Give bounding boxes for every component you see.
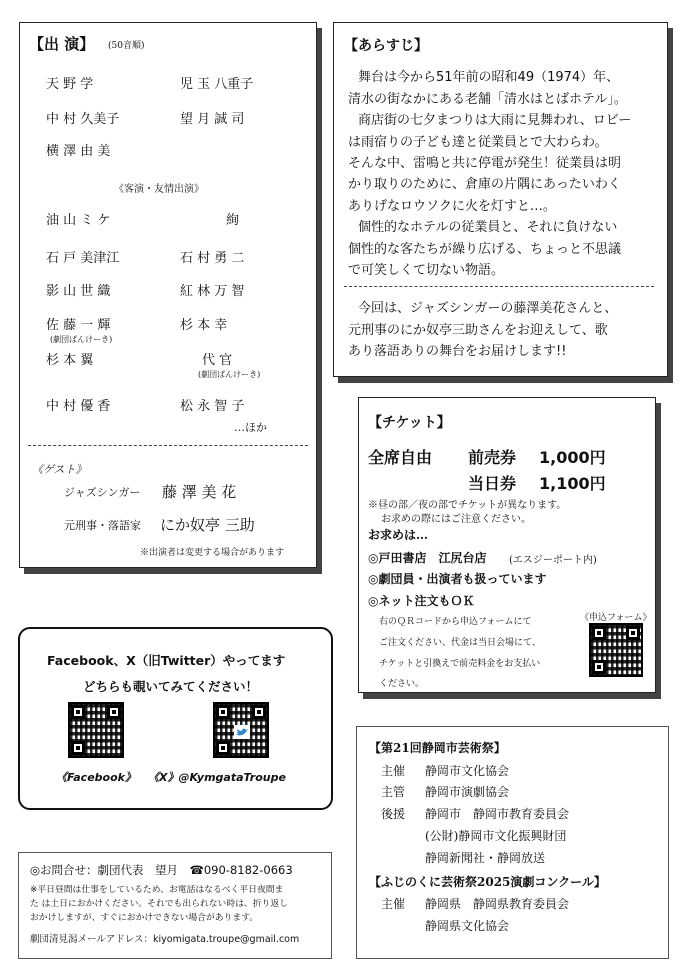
festival-row-label: 主催 bbox=[381, 764, 406, 778]
ticket-outlet: ◎戸田書店 江尻台店 bbox=[368, 551, 487, 565]
ticket-panel bbox=[358, 397, 656, 693]
festival-row-value: (公財)静岡市文化振興財団 bbox=[425, 829, 567, 843]
qr-code-facebook[interactable] bbox=[68, 702, 124, 758]
guest-role: 元刑事・落語家 bbox=[64, 519, 141, 532]
guest-cast-member: 紅 林 万 智 bbox=[180, 284, 245, 299]
festival-row-value: 静岡市演劇協会 bbox=[425, 785, 510, 799]
festival-row-value: 静岡新聞社・静岡放送 bbox=[425, 851, 546, 865]
contact-note: ※平日昼間は仕事をしているため、お電話はなるべく平日夜間ま bbox=[30, 885, 284, 895]
guest-cast-member: 石 戸 美津江 bbox=[46, 251, 120, 266]
festival-title: 【第21回静岡市芸術祭】 bbox=[369, 741, 506, 755]
guest-cast-member: 影 山 世 織 bbox=[46, 284, 111, 299]
x-label: 《X》@KymgataTroupe bbox=[148, 771, 286, 784]
facebook-label: 《Facebook》 bbox=[56, 771, 136, 784]
qr-form-label: 《申込フォーム》 bbox=[580, 613, 652, 623]
guest-cast-member: 油 山 ミ ケ bbox=[46, 213, 111, 228]
festival-row-label: 主管 bbox=[381, 785, 406, 799]
synopsis-line: 舞台は今から51年前の昭和49（1974）年、 bbox=[358, 70, 620, 85]
contact-line: ◎お問合せ：劇団代表 望月 ☎090-8182-0663 bbox=[30, 863, 293, 877]
synopsis-line: 清水の街なかにある老舗「清水はとばホテル」。 bbox=[348, 92, 627, 107]
synopsis-line: かり取りのために、倉庫の片隅にあったいわく bbox=[348, 177, 621, 192]
festival-panel bbox=[356, 726, 669, 959]
contact-panel bbox=[18, 852, 332, 959]
synopsis-line: 個性的なホテルの従業員と、それに負けない bbox=[358, 220, 618, 235]
guest-cast-member: 杉 本 幸 bbox=[180, 318, 228, 333]
guest-cast-member: 石 村 勇 二 bbox=[180, 251, 245, 266]
guest-role: ジャズシンガー bbox=[64, 486, 141, 499]
ticket-door-price: 1,100円 bbox=[539, 474, 606, 493]
cast-others: …ほか bbox=[234, 421, 267, 434]
divider bbox=[28, 445, 308, 446]
cast-member: 望 月 誠 司 bbox=[180, 112, 245, 127]
synopsis-after-line: 元刑事のにか奴亭三助さんをお迎えして、歌 bbox=[348, 323, 608, 338]
sns-line2: どちらも覗いてみてください！ bbox=[83, 679, 259, 694]
ticket-note: ※昼の部／夜の部でチケットが異なります。 bbox=[368, 500, 567, 511]
synopsis-line: で可笑しくて切ない物語。 bbox=[348, 263, 505, 278]
synopsis-line: 商店街の七夕まつりは大雨に見舞われ、ロビー bbox=[358, 113, 632, 128]
festival-row-value: 静岡県 静岡県教育委員会 bbox=[425, 897, 570, 911]
guest-name: 藤 澤 美 花 bbox=[162, 483, 237, 501]
synopsis-line: そんな中、雷鳴と共に停電が発生！従業員は明 bbox=[348, 156, 622, 171]
guest-cast-member: 絢 bbox=[226, 213, 240, 228]
cast-member: 中 村 久美子 bbox=[46, 112, 120, 127]
synopsis-panel bbox=[333, 22, 668, 377]
ticket-seat: 全席自由 bbox=[368, 448, 433, 467]
guest-name: にか奴亭 三助 bbox=[160, 516, 255, 534]
guest-cast-member: 代 官 bbox=[202, 353, 233, 368]
ticket-net-line: ご注文ください、代金は当日会場にて、 bbox=[379, 638, 541, 648]
synopsis-line: は雨宿りの子ども達と従業員とで大わらわ。 bbox=[348, 135, 608, 150]
contact-note: おかけしますが、すぐにおかけできない場合があります。 bbox=[30, 913, 259, 923]
festival-row-value: 静岡県文化協会 bbox=[425, 919, 510, 933]
divider bbox=[344, 286, 654, 287]
synopsis-after-line: 今回は、ジャズシンガーの藤澤美花さんと、 bbox=[358, 301, 618, 316]
contact-mail[interactable]: 劇団清見潟メールアドレス：kiyomigata.troupe@gmail.com bbox=[30, 934, 300, 945]
synopsis-line: 個性的な客たちが繰り広げる、ちょっと不思議 bbox=[348, 242, 622, 257]
cast-order-note: (50音順) bbox=[108, 41, 145, 51]
cast-affiliation: (劇団ぱんけーき) bbox=[50, 335, 113, 344]
ticket-advance-price: 1,000円 bbox=[539, 448, 606, 467]
festival-row-label: 後援 bbox=[381, 807, 406, 821]
guest-cast-member: 中 村 優 香 bbox=[46, 399, 111, 414]
cast-member: 横 澤 由 美 bbox=[46, 144, 111, 159]
qr-code-form[interactable] bbox=[589, 623, 643, 677]
festival-row-value: 静岡市文化協会 bbox=[425, 764, 510, 778]
guest-cast-member: 佐 藤 一 輝 bbox=[46, 318, 111, 333]
cast-panel bbox=[19, 22, 317, 568]
guest-label: 《ゲスト》 bbox=[32, 463, 87, 476]
cast-affiliation: (劇団ぱんけーき) bbox=[198, 370, 261, 379]
festival-row-value: 静岡市 静岡市教育委員会 bbox=[425, 807, 570, 821]
synopsis-line: ありげなロウソクに火を灯すと…。 bbox=[348, 199, 556, 214]
sns-panel bbox=[18, 627, 333, 810]
synopsis-after-line: あり落語ありの舞台をお届けします!! bbox=[348, 344, 567, 359]
ticket-where: お求めは… bbox=[368, 528, 429, 542]
festival-row-label: 主催 bbox=[381, 897, 406, 911]
cast-member: 児 玉 八重子 bbox=[180, 77, 254, 92]
guest-cast-heading: 《客演・友情出演》 bbox=[114, 184, 204, 195]
qr-code-x[interactable] bbox=[213, 702, 269, 758]
cast-member: 天 野 学 bbox=[46, 77, 94, 92]
guest-cast-member: 杉 本 翼 bbox=[46, 353, 94, 368]
ticket-note: お求めの際にはご注意ください。 bbox=[381, 514, 531, 525]
twitter-bird-icon bbox=[234, 725, 250, 739]
cast-heading: 【出 演】 bbox=[29, 35, 95, 53]
ticket-net-line: 右のＱＲコードから申込フォームにて bbox=[379, 617, 532, 627]
guest-cast-member: 松 永 智 子 bbox=[180, 399, 245, 414]
ticket-heading: 【チケット】 bbox=[368, 415, 451, 431]
ticket-net-line: ください。 bbox=[379, 679, 425, 689]
ticket-outlet-sub: (エスジーポート内) bbox=[509, 555, 597, 566]
ticket-outlet: ◎ネット注文もＯＫ bbox=[368, 594, 475, 608]
festival-title: 【ふじのくに芸術祭2025演劇コンクール】 bbox=[369, 875, 606, 889]
ticket-net-line: チケットと引換えで前売料金をお支払い bbox=[379, 659, 541, 669]
cast-change-note: ※出演者は変更する場合があります bbox=[140, 548, 285, 558]
sns-line1: Facebook、X（旧Twitter）やってます bbox=[47, 653, 286, 668]
contact-note: た は土日におかけください。それでも出られない時は、折り返し bbox=[30, 899, 288, 909]
synopsis-heading: 【あらすじ】 bbox=[344, 38, 428, 54]
ticket-advance-label: 前売券 bbox=[468, 448, 517, 467]
ticket-outlet: ◎劇団員・出演者も扱っています bbox=[368, 572, 547, 586]
ticket-door-label: 当日券 bbox=[468, 474, 517, 493]
